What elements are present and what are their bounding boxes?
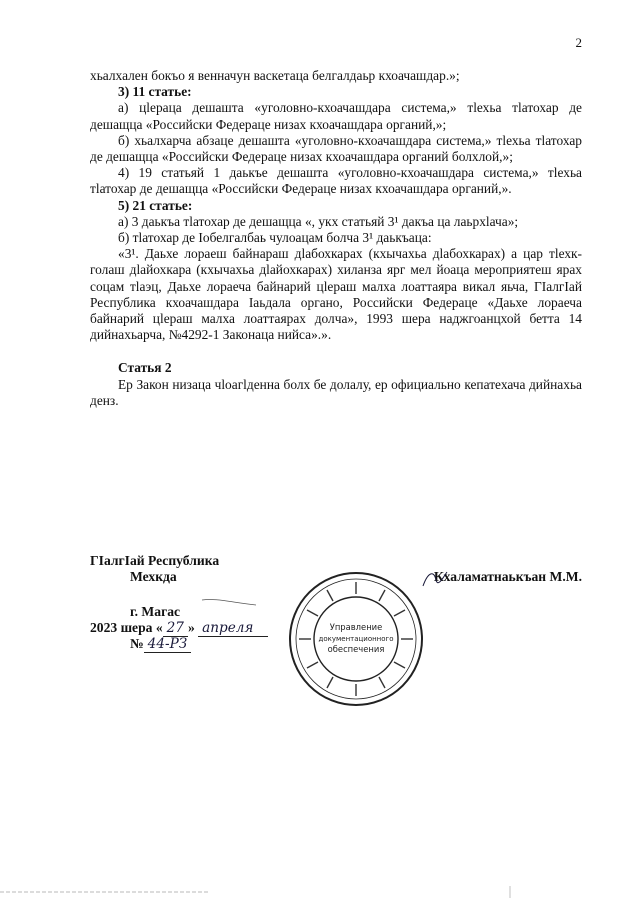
stamp-line-1: Управление — [329, 622, 383, 632]
page-number: 2 — [575, 35, 582, 50]
paragraph-5a: а) 3 даькъа тlатохар де дешащца «, укх статьяй 3¹ дакъа ца лаьрхlача»; — [118, 213, 519, 229]
paragraph-4: 4) 19 статьяй 1 даькъе дешашта «уголовно-кхоачашдара система,» тlехьа тlатохар де дешащца «Российски Федераце низах кхоачашдара органий,». — [90, 165, 582, 197]
signer-name: Кхаламатнаькъан М.М. — [433, 569, 582, 584]
day-handwritten: 27 — [163, 620, 188, 637]
republic-label: ГІалгІай Республика — [90, 553, 220, 568]
paragraph-3b: б) хьалхарча абзаце дешашта «уголовно-кхоачашдара система,» тlехьа тlатохар де дешащца «Российски Федераце низах кхоачашдара органий болхлой,»; — [90, 132, 582, 165]
paragraph-continuation: хьалхален бокъо я венначун васкетаца белгалдаьр кхоачашдар.»; — [90, 68, 460, 83]
month-handwritten: апреля — [198, 620, 268, 637]
pen-stroke-mark — [200, 596, 260, 608]
document-body — [90, 68, 582, 409]
bottom-scan-marks — [0, 880, 640, 900]
year-prefix: 2023 шера « — [90, 620, 163, 635]
article-5-heading: 5) 21 статье: — [118, 197, 193, 213]
number-handwritten: 44-РЗ — [144, 636, 192, 653]
article-2-heading: Статья 2 — [118, 360, 172, 376]
paragraph-5b: б) тlатохар де Іобелгалбаь чулоацам болча 3¹ даькъаца: — [118, 230, 432, 246]
official-seal-stamp — [287, 570, 425, 708]
number-prefix: № — [130, 636, 144, 651]
article-3-heading: 3) 11 статье: — [118, 84, 192, 100]
head-label: Мехкда — [130, 569, 177, 584]
signature-scribble — [420, 566, 450, 594]
day-suffix: » — [187, 620, 195, 635]
article-2-text: Ер Закон низаца чlоагlденна болх бе долалу, ер официально кепатехача дийнахьа денз. — [90, 376, 582, 408]
date-line — [90, 620, 268, 637]
number-line — [130, 636, 191, 653]
stamp-line-3: обеспечения — [327, 644, 385, 654]
paragraph-3a: а) цlераца дешашта «уголовно-кхоачашдара система,» тlехьа тlатохар де дешащца «Российски Федераце низах кхоачашдара органий,»; — [90, 100, 582, 132]
stamp-line-2: документационного — [318, 635, 394, 643]
paragraph-5-quote: «3¹. Даьхе лораеш байнараш дlабохкарах (кхычахьа дlабохкарах) а цар тlехк-голаш дlайохкара (кхычахьа дlайохкарах) хиланза ярг мел йоаца мероприятеш ярах соцам тlаэц, Даьхе лораеча байнарий цlераш малха лоаттаяра викал яьча, ГІалгІай Республика кхоачашдара Іаьдала органо, Российски Федераце «Даьхе лораеча байнарий цlераш малха лоаттаярах долча», 1993 шера наджгоанцхой бетта 14 дийнахьарча, №4292-1 Законаца нийса».». — [90, 246, 582, 343]
city-label: г. Магас — [130, 604, 181, 619]
